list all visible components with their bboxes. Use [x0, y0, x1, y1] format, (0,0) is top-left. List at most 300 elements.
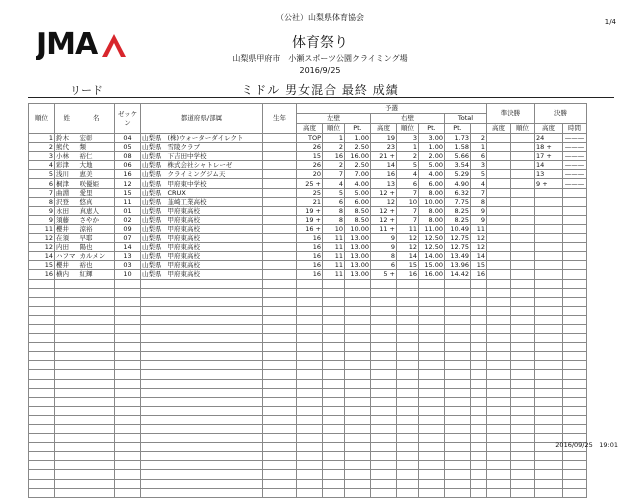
cell-rank: 12: [29, 234, 55, 243]
empty-cell: [167, 461, 263, 470]
empty-cell: [471, 388, 487, 397]
empty-cell: [29, 361, 55, 370]
empty-cell: [397, 288, 419, 297]
empty-cell: [79, 434, 115, 443]
empty-cell: [263, 425, 297, 434]
cell-tr: 9: [471, 215, 487, 224]
empty-cell: [471, 343, 487, 352]
empty-cell: [445, 343, 471, 352]
cell-tp: 8.25: [445, 206, 471, 215]
empty-cell: [419, 397, 445, 406]
cell-team: 甲府東中学校: [167, 179, 263, 188]
col-prelim: 予選: [297, 104, 487, 114]
empty-cell: [487, 352, 511, 361]
empty-cell: [419, 470, 445, 479]
empty-cell: [487, 452, 511, 461]
cell-last: 櫻井: [55, 261, 79, 270]
cell-pref: 山梨県: [141, 134, 167, 143]
empty-cell: [167, 334, 263, 343]
empty-cell: [563, 306, 587, 315]
empty-cell: [29, 315, 55, 324]
cell-ft: [563, 270, 587, 279]
empty-cell: [345, 379, 371, 388]
empty-cell: [535, 479, 563, 488]
empty-cell: [167, 397, 263, 406]
empty-cell: [511, 270, 535, 279]
empty-cell: [371, 306, 397, 315]
empty-cell: [263, 334, 297, 343]
empty-cell: [487, 161, 511, 170]
empty-cell: [563, 315, 587, 324]
table-row: [29, 406, 587, 415]
table-row: [29, 479, 587, 488]
empty-cell: [297, 352, 323, 361]
empty-cell: [419, 288, 445, 297]
empty-cell: [511, 143, 535, 152]
empty-cell: [141, 361, 167, 370]
table-row: [29, 170, 587, 179]
table-row: [29, 215, 587, 224]
cell-ft: [563, 215, 587, 224]
empty-cell: [535, 343, 563, 352]
cell-first: 紅輝: [79, 270, 115, 279]
table-row: [29, 388, 587, 397]
empty-cell: [397, 279, 419, 288]
empty-cell: [419, 279, 445, 288]
empty-cell: [167, 443, 263, 452]
cell-rp: 10.00: [419, 197, 445, 206]
cell-rank: 4: [29, 161, 55, 170]
cell-pref: 山梨県: [141, 152, 167, 161]
empty-cell: [511, 188, 535, 197]
empty-cell: [563, 406, 587, 415]
cell-rp: 15.00: [419, 261, 445, 270]
empty-cell: [511, 343, 535, 352]
table-row: [29, 306, 587, 315]
empty-cell: [563, 288, 587, 297]
empty-cell: [115, 452, 141, 461]
table-row: [29, 488, 587, 497]
cell-lr: 10: [323, 224, 345, 233]
empty-cell: [487, 315, 511, 324]
empty-cell: [263, 324, 297, 333]
empty-cell: [371, 434, 397, 443]
empty-cell: [511, 279, 535, 288]
empty-cell: [29, 406, 55, 415]
cell-rr: 15: [397, 261, 419, 270]
empty-cell: [263, 215, 297, 224]
cell-rr: 16: [397, 270, 419, 279]
header-divider: [28, 97, 614, 98]
empty-cell: [487, 215, 511, 224]
cell-first: 陽也: [79, 243, 115, 252]
empty-cell: [511, 388, 535, 397]
empty-cell: [297, 425, 323, 434]
empty-cell: [487, 234, 511, 243]
empty-cell: [115, 343, 141, 352]
cell-team: 甲府東高校: [167, 206, 263, 215]
empty-cell: [397, 297, 419, 306]
empty-cell: [167, 288, 263, 297]
cell-rank: 8: [29, 197, 55, 206]
empty-cell: [471, 379, 487, 388]
empty-cell: [167, 297, 263, 306]
cell-last: 在須: [55, 234, 79, 243]
empty-cell: [371, 406, 397, 415]
results-body: [29, 134, 587, 498]
empty-cell: [511, 297, 535, 306]
cell-ft: [563, 188, 587, 197]
empty-cell: [79, 361, 115, 370]
empty-cell: [487, 306, 511, 315]
cell-rp: 6.00: [419, 179, 445, 188]
empty-cell: [563, 297, 587, 306]
empty-cell: [371, 479, 397, 488]
empty-cell: [323, 324, 345, 333]
cell-bib: 02: [115, 215, 141, 224]
cell-bib: 14: [115, 243, 141, 252]
empty-cell: [323, 406, 345, 415]
empty-cell: [563, 343, 587, 352]
empty-cell: [371, 279, 397, 288]
empty-cell: [535, 297, 563, 306]
table-row: [29, 470, 587, 479]
empty-cell: [511, 315, 535, 324]
empty-cell: [263, 461, 297, 470]
table-row: [29, 206, 587, 215]
col-final: 決勝: [535, 104, 587, 124]
empty-cell: [323, 479, 345, 488]
cell-lh: 19 +: [297, 215, 323, 224]
empty-cell: [79, 288, 115, 297]
cell-pref: 山梨県: [141, 170, 167, 179]
cell-bib: 07: [115, 234, 141, 243]
logo-text: JMA: [36, 27, 98, 60]
empty-cell: [487, 197, 511, 206]
empty-cell: [535, 452, 563, 461]
empty-cell: [563, 425, 587, 434]
cell-tr: 15: [471, 261, 487, 270]
cell-rp: 11.00: [419, 224, 445, 233]
empty-cell: [397, 488, 419, 497]
cell-tr: 11: [471, 224, 487, 233]
cell-rank: 11: [29, 224, 55, 233]
empty-cell: [141, 306, 167, 315]
empty-cell: [371, 415, 397, 424]
empty-cell: [141, 379, 167, 388]
empty-cell: [297, 461, 323, 470]
empty-cell: [487, 206, 511, 215]
cell-lp: 4.00: [345, 179, 371, 188]
empty-cell: [471, 370, 487, 379]
cell-lh: 16 +: [297, 224, 323, 233]
cell-team: 甲府東高校: [167, 252, 263, 261]
empty-cell: [55, 379, 79, 388]
empty-cell: [471, 452, 487, 461]
empty-cell: [371, 452, 397, 461]
empty-cell: [511, 324, 535, 333]
empty-cell: [345, 343, 371, 352]
empty-cell: [471, 324, 487, 333]
cell-tp: 10.49: [445, 224, 471, 233]
cell-tp: 4.90: [445, 179, 471, 188]
cell-lp: 5.00: [345, 188, 371, 197]
empty-cell: [141, 434, 167, 443]
empty-cell: [471, 488, 487, 497]
empty-cell: [345, 352, 371, 361]
empty-cell: [55, 443, 79, 452]
empty-cell: [371, 334, 397, 343]
empty-cell: [445, 461, 471, 470]
empty-cell: [345, 288, 371, 297]
empty-cell: [167, 279, 263, 288]
cell-rp: 8.00: [419, 206, 445, 215]
empty-cell: [263, 370, 297, 379]
cell-pref: 山梨県: [141, 270, 167, 279]
col-total-pts: Pt.: [445, 124, 471, 134]
empty-cell: [29, 379, 55, 388]
empty-cell: [29, 452, 55, 461]
cell-lh: 25: [297, 188, 323, 197]
cell-lr: 8: [323, 206, 345, 215]
cell-team: 甲府東高校: [167, 261, 263, 270]
empty-cell: [29, 343, 55, 352]
empty-cell: [167, 306, 263, 315]
empty-cell: [297, 306, 323, 315]
cell-rh: 11 +: [371, 224, 397, 233]
cell-rr: 1: [397, 143, 419, 152]
empty-cell: [487, 188, 511, 197]
cell-bib: 01: [115, 206, 141, 215]
empty-cell: [263, 470, 297, 479]
empty-cell: [323, 434, 345, 443]
cell-ft: [563, 197, 587, 206]
cell-team: 韮崎工業高校: [167, 197, 263, 206]
empty-cell: [563, 279, 587, 288]
empty-cell: [297, 397, 323, 406]
empty-cell: [397, 452, 419, 461]
empty-cell: [323, 306, 345, 315]
cell-tr: 12: [471, 234, 487, 243]
empty-cell: [445, 361, 471, 370]
cell-fh: [535, 270, 563, 279]
empty-cell: [511, 170, 535, 179]
empty-cell: [297, 324, 323, 333]
empty-cell: [419, 452, 445, 461]
cell-fh: 18 +: [535, 143, 563, 152]
col-left-place: 順位: [323, 124, 345, 134]
cell-lh: 15: [297, 152, 323, 161]
empty-cell: [263, 406, 297, 415]
empty-cell: [167, 315, 263, 324]
cell-last: 永田: [55, 206, 79, 215]
empty-cell: [511, 334, 535, 343]
empty-cell: [511, 234, 535, 243]
cell-lr: 16: [323, 152, 345, 161]
cell-lh: 16: [297, 261, 323, 270]
cell-tp: 5.29: [445, 170, 471, 179]
empty-cell: [55, 352, 79, 361]
cell-first: 咲優姫: [79, 179, 115, 188]
table-row: [29, 461, 587, 470]
cell-tr: 1: [471, 143, 487, 152]
cell-bib: 11: [115, 197, 141, 206]
table-row: [29, 224, 587, 233]
empty-cell: [563, 452, 587, 461]
empty-cell: [487, 243, 511, 252]
empty-cell: [323, 315, 345, 324]
empty-cell: [141, 334, 167, 343]
empty-cell: [263, 415, 297, 424]
empty-cell: [535, 415, 563, 424]
empty-cell: [487, 334, 511, 343]
empty-cell: [397, 343, 419, 352]
empty-cell: [345, 425, 371, 434]
empty-cell: [563, 479, 587, 488]
empty-cell: [115, 352, 141, 361]
empty-cell: [79, 388, 115, 397]
empty-cell: [115, 434, 141, 443]
empty-cell: [297, 361, 323, 370]
empty-cell: [263, 206, 297, 215]
empty-cell: [29, 279, 55, 288]
empty-cell: [471, 406, 487, 415]
cell-fh: [535, 206, 563, 215]
empty-cell: [371, 388, 397, 397]
empty-cell: [511, 152, 535, 161]
cell-rr: 12: [397, 234, 419, 243]
cell-ft: [563, 243, 587, 252]
cell-rh: 21 +: [371, 152, 397, 161]
empty-cell: [167, 324, 263, 333]
empty-cell: [511, 224, 535, 233]
empty-cell: [55, 406, 79, 415]
table-row: [29, 279, 587, 288]
col-final-height: 高度: [535, 124, 563, 134]
empty-cell: [511, 306, 535, 315]
empty-cell: [371, 379, 397, 388]
empty-cell: [55, 343, 79, 352]
empty-cell: [563, 388, 587, 397]
cell-lh: 25 +: [297, 179, 323, 188]
col-left-height: 高度: [297, 124, 323, 134]
empty-cell: [55, 361, 79, 370]
cell-lr: 2: [323, 143, 345, 152]
empty-cell: [419, 488, 445, 497]
empty-cell: [445, 415, 471, 424]
cell-tp: 14.42: [445, 270, 471, 279]
empty-cell: [263, 188, 297, 197]
empty-cell: [55, 479, 79, 488]
empty-cell: [487, 261, 511, 270]
table-row: [29, 288, 587, 297]
empty-cell: [487, 134, 511, 143]
empty-cell: [445, 334, 471, 343]
empty-cell: [445, 297, 471, 306]
empty-cell: [141, 279, 167, 288]
empty-cell: [263, 397, 297, 406]
cell-lp: 13.00: [345, 234, 371, 243]
empty-cell: [471, 334, 487, 343]
empty-cell: [445, 352, 471, 361]
cell-rh: 6: [371, 261, 397, 270]
empty-cell: [323, 388, 345, 397]
empty-cell: [535, 406, 563, 415]
empty-cell: [323, 288, 345, 297]
empty-cell: [397, 306, 419, 315]
cell-lh: TOP: [297, 134, 323, 143]
empty-cell: [79, 479, 115, 488]
empty-cell: [29, 470, 55, 479]
table-row: [29, 243, 587, 252]
empty-cell: [511, 470, 535, 479]
col-bib: ゼッケン: [115, 104, 141, 134]
cell-lp: 13.00: [345, 243, 371, 252]
empty-cell: [263, 261, 297, 270]
empty-cell: [55, 297, 79, 306]
results-table: [28, 103, 587, 498]
cell-last: ハフマ: [55, 252, 79, 261]
empty-cell: [487, 170, 511, 179]
empty-cell: [263, 143, 297, 152]
empty-cell: [115, 334, 141, 343]
empty-cell: [79, 324, 115, 333]
empty-cell: [297, 452, 323, 461]
cell-tr: 9: [471, 206, 487, 215]
empty-cell: [297, 279, 323, 288]
empty-cell: [79, 334, 115, 343]
empty-cell: [445, 388, 471, 397]
empty-cell: [167, 379, 263, 388]
empty-cell: [487, 370, 511, 379]
empty-cell: [419, 379, 445, 388]
cell-lh: 20: [297, 170, 323, 179]
empty-cell: [323, 361, 345, 370]
cell-tp: 12.75: [445, 243, 471, 252]
empty-cell: [263, 224, 297, 233]
organization: （公社）山梨県体育協会: [276, 13, 364, 22]
empty-cell: [79, 379, 115, 388]
cell-rank: 1: [29, 134, 55, 143]
empty-cell: [55, 306, 79, 315]
empty-cell: [487, 397, 511, 406]
empty-cell: [471, 461, 487, 470]
empty-cell: [141, 488, 167, 497]
empty-cell: [397, 370, 419, 379]
empty-cell: [141, 315, 167, 324]
empty-cell: [487, 434, 511, 443]
empty-cell: [263, 252, 297, 261]
empty-cell: [371, 461, 397, 470]
cell-pref: 山梨県: [141, 206, 167, 215]
table-row: [29, 315, 587, 324]
col-left-wall: 左壁: [297, 114, 371, 124]
cell-fh: [535, 261, 563, 270]
empty-cell: [419, 343, 445, 352]
col-first-name: 名: [79, 104, 115, 134]
cell-rh: 13: [371, 179, 397, 188]
empty-cell: [345, 334, 371, 343]
empty-cell: [115, 279, 141, 288]
empty-cell: [55, 470, 79, 479]
empty-cell: [115, 470, 141, 479]
empty-cell: [29, 297, 55, 306]
empty-cell: [487, 252, 511, 261]
cell-last: 櫻井: [55, 224, 79, 233]
cell-rank: 9: [29, 215, 55, 224]
empty-cell: [371, 361, 397, 370]
cell-lp: 1.00: [345, 134, 371, 143]
